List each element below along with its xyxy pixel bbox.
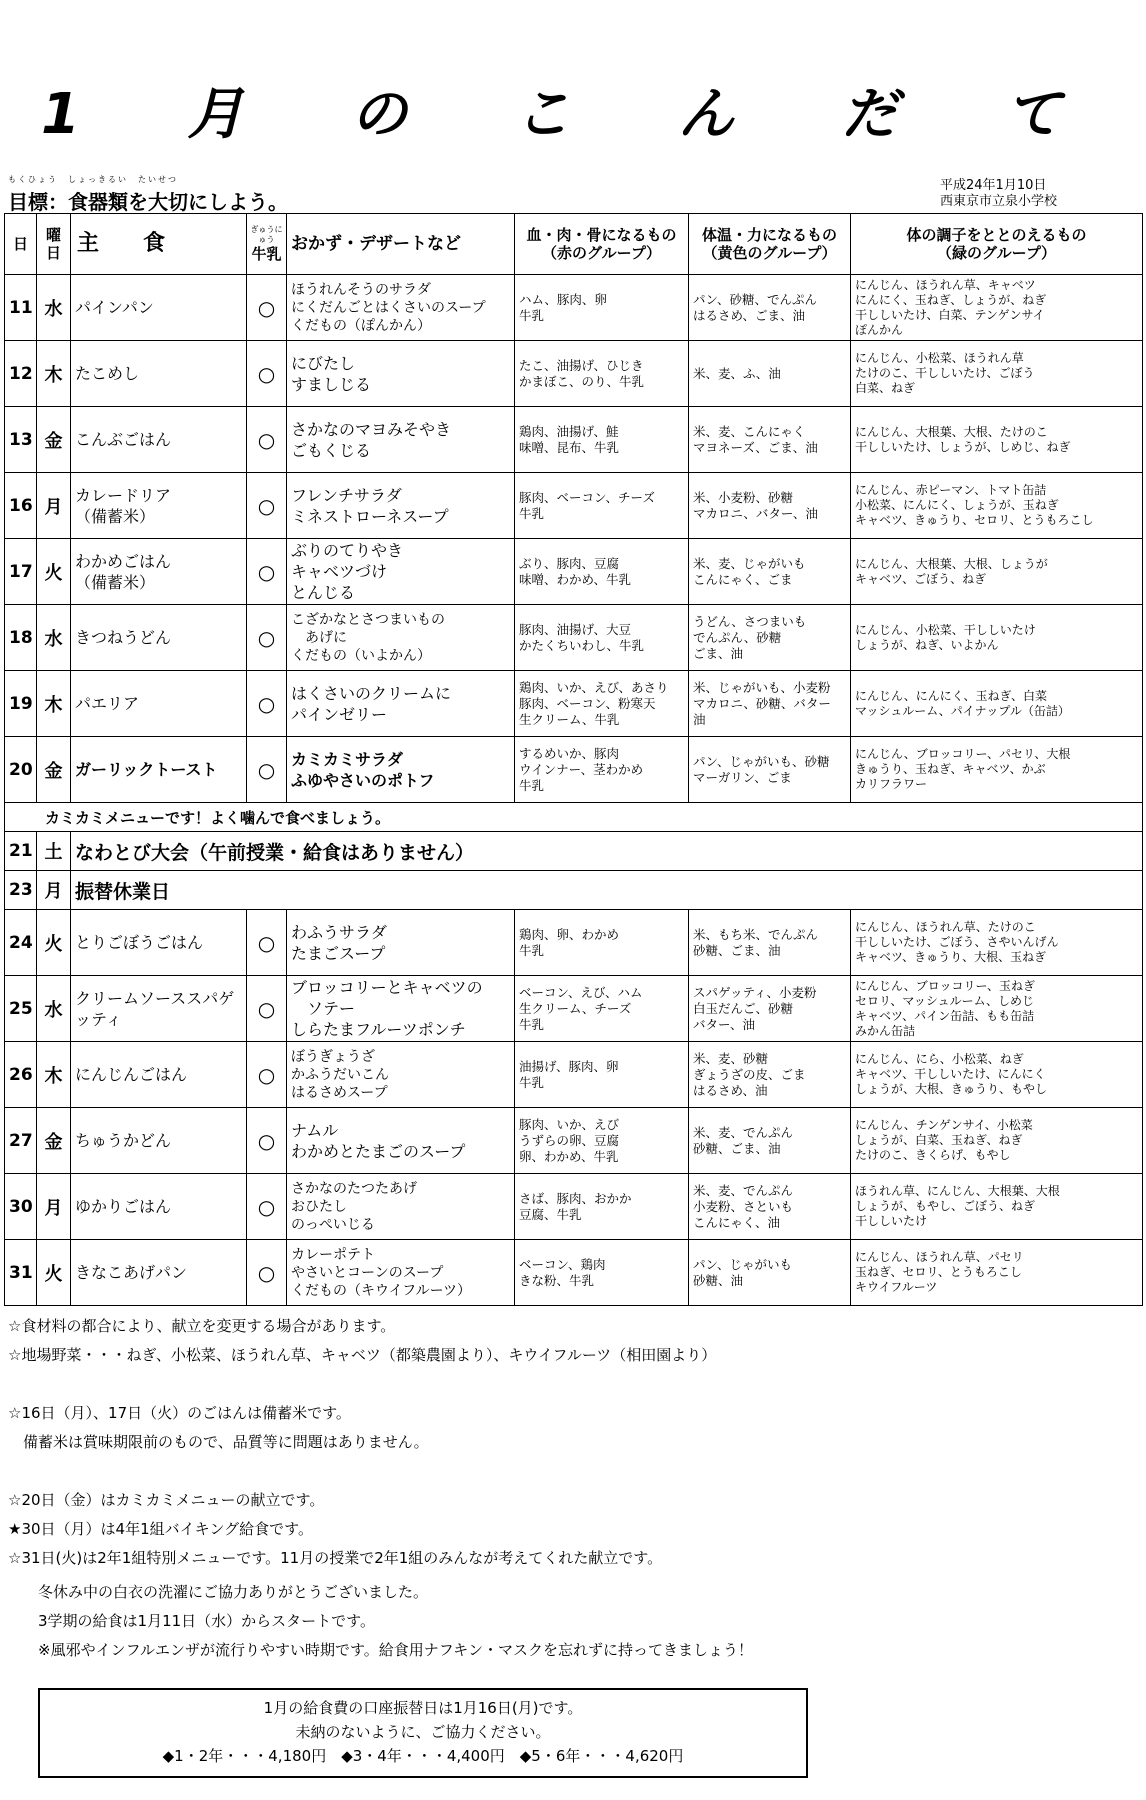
fee-line: ◆1・2年・・・4,180円 ◆3・4年・・・4,400円 ◆5・6年・・・4,620円	[162, 1747, 684, 1765]
note-line: ★30日（月）は4年1組バイキング給食です。	[8, 1520, 313, 1538]
row-main-dish: ゆかりごはん	[71, 1174, 247, 1240]
row-weekday: 水	[37, 275, 71, 341]
row-green-group: にんじん、赤ピーマン、トマト缶詰 小松菜、にんにく、しょうが、玉ねぎ キャベツ、きゅうり、セロリ、とうもろこし	[851, 473, 1143, 539]
fee-line: 1月の給食費の口座振替日は1月16日(月)です。	[263, 1699, 583, 1717]
event-weekday: 月	[37, 871, 71, 910]
row-red-group: ベーコン、えび、ハム 生クリーム、チーズ 牛乳	[515, 976, 689, 1042]
row-day: 31	[5, 1240, 37, 1306]
row-day: 20	[5, 737, 37, 803]
row-day: 30	[5, 1174, 37, 1240]
row-green-group: にんじん、にんにく、玉ねぎ、白菜 マッシュルーム、パイナップル（缶詰）	[851, 671, 1143, 737]
row-red-group: 豚肉、ベーコン、チーズ 牛乳	[515, 473, 689, 539]
row-milk: ○	[247, 539, 287, 605]
row-main-dish: パインパン	[71, 275, 247, 341]
menu-row	[5, 473, 1143, 539]
row-side-dishes: わふうサラダ たまごスープ	[287, 910, 515, 976]
row-side-dishes: ナムル わかめとたまごのスープ	[287, 1108, 515, 1174]
row-weekday: 月	[37, 1174, 71, 1240]
menu-row	[5, 539, 1143, 605]
event-row	[5, 832, 1143, 871]
goal	[8, 175, 288, 215]
page-title: 1 月 の こ ん だ て	[41, 82, 1105, 147]
row-day: 11	[5, 275, 37, 341]
header-dish: おかず・デザートなど	[287, 214, 515, 275]
issue-date: 平成24年1月10日	[940, 178, 1047, 193]
row-day: 26	[5, 1042, 37, 1108]
header-red-label: 血・肉・骨になるもの	[526, 226, 677, 244]
header-weekday: 曜日	[37, 214, 71, 275]
row-day: 13	[5, 407, 37, 473]
row-green-group: にんじん、大根葉、大根、しょうが キャベツ、ごぼう、ねぎ	[851, 539, 1143, 605]
menu-row	[5, 275, 1143, 341]
row-weekday: 金	[37, 407, 71, 473]
row-yellow-group: パン、じゃがいも、砂糖 マーガリン、ごま	[689, 737, 851, 803]
row-weekday: 金	[37, 737, 71, 803]
row-red-group: 鶏肉、卵、わかめ 牛乳	[515, 910, 689, 976]
row-day: 19	[5, 671, 37, 737]
menu-table	[4, 213, 1143, 1306]
row-main-dish: きなこあげパン	[71, 1240, 247, 1306]
kamikami-note-row	[5, 803, 1143, 832]
row-main-dish: こんぶごはん	[71, 407, 247, 473]
row-main-dish: きつねうどん	[71, 605, 247, 671]
row-yellow-group: パン、じゃがいも 砂糖、油	[689, 1240, 851, 1306]
message-line: 3学期の給食は1月11日（水）からスタートです。	[38, 1612, 375, 1630]
row-yellow-group: スパゲッティ、小麦粉 白玉だんご、砂糖 バター、油	[689, 976, 851, 1042]
row-green-group: にんじん、ほうれん草、たけのこ 干ししいたけ、ごぼう、さやいんげん キャベツ、きゅうり、大根、玉ねぎ	[851, 910, 1143, 976]
row-milk: ○	[247, 976, 287, 1042]
header-milk	[247, 214, 287, 275]
note-line	[8, 1457, 716, 1486]
date-block	[940, 178, 1057, 210]
menu-row	[5, 407, 1143, 473]
fee-notice-box	[38, 1688, 808, 1778]
row-weekday: 水	[37, 976, 71, 1042]
header-day: 日	[5, 214, 37, 275]
header-milk-ruby: ぎゅうにゅう	[250, 225, 283, 244]
message-line: 冬休み中の白衣の洗濯にご協力ありがとうございました。	[38, 1583, 429, 1601]
event-text: なわとび大会（午前授業・給食はありません）	[71, 832, 1143, 871]
row-red-group: たこ、油揚げ、ひじき かまぼこ、のり、牛乳	[515, 341, 689, 407]
row-green-group: にんじん、ブロッコリー、パセリ、大根 きゅうり、玉ねぎ、キャベツ、かぶ カリフラワー	[851, 737, 1143, 803]
row-red-group: ぶり、豚肉、豆腐 味噌、わかめ、牛乳	[515, 539, 689, 605]
note-line: ☆31日(火)は2年1組特別メニューです。11月の授業で2年1組のみんなが考えてくれた献立です。	[8, 1549, 663, 1567]
row-red-group: 豚肉、油揚げ、大豆 かたくちいわし、牛乳	[515, 605, 689, 671]
row-green-group: にんじん、チンゲンサイ、小松菜 しょうが、白菜、玉ねぎ、ねぎ たけのこ、きくらげ、もやし	[851, 1108, 1143, 1174]
row-red-group: 鶏肉、油揚げ、鮭 味噌、昆布、牛乳	[515, 407, 689, 473]
row-side-dishes: ぼうぎょうざ かふうだいこん はるさめスープ	[287, 1042, 515, 1108]
row-yellow-group: 米、麦、でんぷん 小麦粉、さといも こんにゃく、油	[689, 1174, 851, 1240]
row-yellow-group: 米、小麦粉、砂糖 マカロニ、バター、油	[689, 473, 851, 539]
header-main: 主 食	[71, 214, 247, 275]
header-red-sub: （赤のグループ）	[542, 244, 661, 262]
row-milk: ○	[247, 910, 287, 976]
menu-row	[5, 737, 1143, 803]
row-day: 16	[5, 473, 37, 539]
row-yellow-group: 米、麦、こんにゃく マヨネーズ、ごま、油	[689, 407, 851, 473]
school-name: 西東京市立泉小学校	[940, 194, 1058, 209]
row-red-group: 油揚げ、豚肉、卵 牛乳	[515, 1042, 689, 1108]
row-side-dishes: はくさいのクリームに パインゼリー	[287, 671, 515, 737]
menu-row	[5, 976, 1143, 1042]
row-weekday: 月	[37, 473, 71, 539]
row-yellow-group: うどん、さつまいも でんぷん、砂糖 ごま、油	[689, 605, 851, 671]
header-green-sub: （緑のグループ）	[937, 244, 1056, 262]
note-line: ☆食材料の都合により、献立を変更する場合があります。	[8, 1317, 396, 1335]
row-green-group: にんじん、ほうれん草、キャベツ にんにく、玉ねぎ、しょうが、ねぎ 干ししいたけ、白菜、テンゲンサイ ぽんかん	[851, 275, 1143, 341]
row-yellow-group: パン、砂糖、でんぷん はるさめ、ごま、油	[689, 275, 851, 341]
header-green	[851, 214, 1143, 275]
row-yellow-group: 米、もち米、でんぷん 砂糖、ごま、油	[689, 910, 851, 976]
row-milk: ○	[247, 407, 287, 473]
event-day: 23	[5, 871, 37, 910]
row-weekday: 木	[37, 1042, 71, 1108]
row-main-dish: わかめごはん （備蓄米）	[71, 539, 247, 605]
notes	[8, 1312, 716, 1573]
menu-row	[5, 1108, 1143, 1174]
row-main-dish: ガーリックトースト	[71, 737, 247, 803]
row-side-dishes: フレンチサラダ ミネストローネスープ	[287, 473, 515, 539]
row-day: 12	[5, 341, 37, 407]
header-yellow-sub: （黄色のグループ）	[702, 244, 837, 262]
menu-row	[5, 605, 1143, 671]
row-weekday: 火	[37, 1240, 71, 1306]
row-milk: ○	[247, 671, 287, 737]
row-red-group: 鶏肉、いか、えび、あさり 豚肉、ベーコン、粉寒天 生クリーム、牛乳	[515, 671, 689, 737]
row-weekday: 木	[37, 671, 71, 737]
menu-row	[5, 1042, 1143, 1108]
row-yellow-group: 米、麦、でんぷん 砂糖、ごま、油	[689, 1108, 851, 1174]
goal-text: 目標：食器類を大切にしよう。	[8, 190, 288, 214]
row-milk: ○	[247, 473, 287, 539]
row-main-dish: ちゅうかどん	[71, 1108, 247, 1174]
message-line: ※風邪やインフルエンザが流行りやすい時期です。給食用ナフキン・マスクを忘れずに持ってきましょう！	[38, 1641, 754, 1659]
row-side-dishes: ブロッコリーとキャベツの ソテー しらたまフルーツポンチ	[287, 976, 515, 1042]
note-line: ☆20日（金）はカミカミメニューの献立です。	[8, 1491, 325, 1509]
goal-ruby: もくひょう しょっきるい たいせつ	[8, 175, 178, 184]
event-text: 振替休業日	[71, 871, 1143, 910]
header-row	[5, 214, 1143, 275]
event-day: 21	[5, 832, 37, 871]
row-main-dish: パエリア	[71, 671, 247, 737]
row-red-group: するめいか、豚肉 ウインナー、茎わかめ 牛乳	[515, 737, 689, 803]
header-milk-label: 牛乳	[251, 245, 282, 263]
header-green-label: 体の調子をととのえるもの	[906, 226, 1087, 244]
note-line	[8, 1370, 716, 1399]
row-day: 25	[5, 976, 37, 1042]
row-main-dish: クリームソーススパゲッティ	[71, 976, 247, 1042]
menu-row	[5, 1174, 1143, 1240]
note-line: ☆16日（月）、17日（火）のごはんは備蓄米です。	[8, 1404, 351, 1422]
row-side-dishes: さかなのマヨみそやき ごもくじる	[287, 407, 515, 473]
row-milk: ○	[247, 737, 287, 803]
row-side-dishes: ぶりのてりやき キャベツづけ とんじる	[287, 539, 515, 605]
menu-row	[5, 910, 1143, 976]
row-green-group: ほうれん草、にんじん、大根葉、大根 しょうが、もやし、ごぼう、ねぎ 干ししいたけ	[851, 1174, 1143, 1240]
kamikami-note: カミカミメニューです！よく噛んで食べましょう。	[5, 803, 1143, 832]
row-yellow-group: 米、じゃがいも、小麦粉 マカロニ、砂糖、バター 油	[689, 671, 851, 737]
row-weekday: 金	[37, 1108, 71, 1174]
row-day: 27	[5, 1108, 37, 1174]
row-side-dishes: こざかなとさつまいもの あげに くだもの（いよかん）	[287, 605, 515, 671]
row-main-dish: カレードリア （備蓄米）	[71, 473, 247, 539]
row-side-dishes: さかなのたつたあげ おひたし のっぺいじる	[287, 1174, 515, 1240]
row-green-group: にんじん、ほうれん草、パセリ 玉ねぎ、セロリ、とうもろこし キウイフルーツ	[851, 1240, 1143, 1306]
fee-line: 未納のないように、ご協力ください。	[295, 1723, 551, 1741]
row-day: 24	[5, 910, 37, 976]
row-green-group: にんじん、ブロッコリー、玉ねぎ セロリ、マッシュルーム、しめじ キャベツ、パイン缶詰、もも缶詰 みかん缶詰	[851, 976, 1143, 1042]
row-milk: ○	[247, 341, 287, 407]
row-main-dish: にんじんごはん	[71, 1042, 247, 1108]
header-yellow	[689, 214, 851, 275]
row-main-dish: とりごぼうごはん	[71, 910, 247, 976]
menu-row	[5, 1240, 1143, 1306]
row-yellow-group: 米、麦、ふ、油	[689, 341, 851, 407]
event-weekday: 土	[37, 832, 71, 871]
row-red-group: 豚肉、いか、えび うずらの卵、豆腐 卵、わかめ、牛乳	[515, 1108, 689, 1174]
row-side-dishes: ほうれんそうのサラダ にくだんごとはくさいのスープ くだもの（ぽんかん）	[287, 275, 515, 341]
row-red-group: さば、豚肉、おかか 豆腐、牛乳	[515, 1174, 689, 1240]
row-day: 18	[5, 605, 37, 671]
header-red	[515, 214, 689, 275]
note-line: ☆地場野菜・・・ねぎ、小松菜、ほうれん草、キャベツ（都築農園より）、キウイフルーツ（相田園より）	[8, 1346, 717, 1364]
row-weekday: 火	[37, 910, 71, 976]
row-milk: ○	[247, 275, 287, 341]
note-line: 備蓄米は賞味期限前のもので、品質等に問題はありません。	[8, 1433, 429, 1451]
row-milk: ○	[247, 1108, 287, 1174]
row-milk: ○	[247, 1240, 287, 1306]
row-milk: ○	[247, 1042, 287, 1108]
event-row	[5, 871, 1143, 910]
row-weekday: 水	[37, 605, 71, 671]
row-weekday: 火	[37, 539, 71, 605]
row-green-group: にんじん、大根葉、大根、たけのこ 干ししいたけ、しょうが、しめじ、ねぎ	[851, 407, 1143, 473]
row-red-group: ベーコン、鶏肉 きな粉、牛乳	[515, 1240, 689, 1306]
row-day: 17	[5, 539, 37, 605]
row-yellow-group: 米、麦、じゃがいも こんにゃく、ごま	[689, 539, 851, 605]
menu-row	[5, 341, 1143, 407]
row-milk: ○	[247, 1174, 287, 1240]
row-milk: ○	[247, 605, 287, 671]
menu-row	[5, 671, 1143, 737]
row-yellow-group: 米、麦、砂糖 ぎょうざの皮、ごま はるさめ、油	[689, 1042, 851, 1108]
header-yellow-label: 体温・力になるもの	[701, 226, 837, 244]
row-side-dishes: カレーポテト やさいとコーンのスープ くだもの（キウイフルーツ）	[287, 1240, 515, 1306]
row-weekday: 木	[37, 341, 71, 407]
row-side-dishes: カミカミサラダ ふゆやさいのポトフ	[287, 737, 515, 803]
row-green-group: にんじん、小松菜、ほうれん草 たけのこ、干ししいたけ、ごぼう 白菜、ねぎ	[851, 341, 1143, 407]
row-green-group: にんじん、にら、小松菜、ねぎ キャベツ、干ししいたけ、にんにく しょうが、大根、きゅうり、もやし	[851, 1042, 1143, 1108]
row-main-dish: たこめし	[71, 341, 247, 407]
row-red-group: ハム、豚肉、卵 牛乳	[515, 275, 689, 341]
row-side-dishes: にびたし すましじる	[287, 341, 515, 407]
row-green-group: にんじん、小松菜、干ししいたけ しょうが、ねぎ、いよかん	[851, 605, 1143, 671]
messages	[38, 1578, 753, 1665]
